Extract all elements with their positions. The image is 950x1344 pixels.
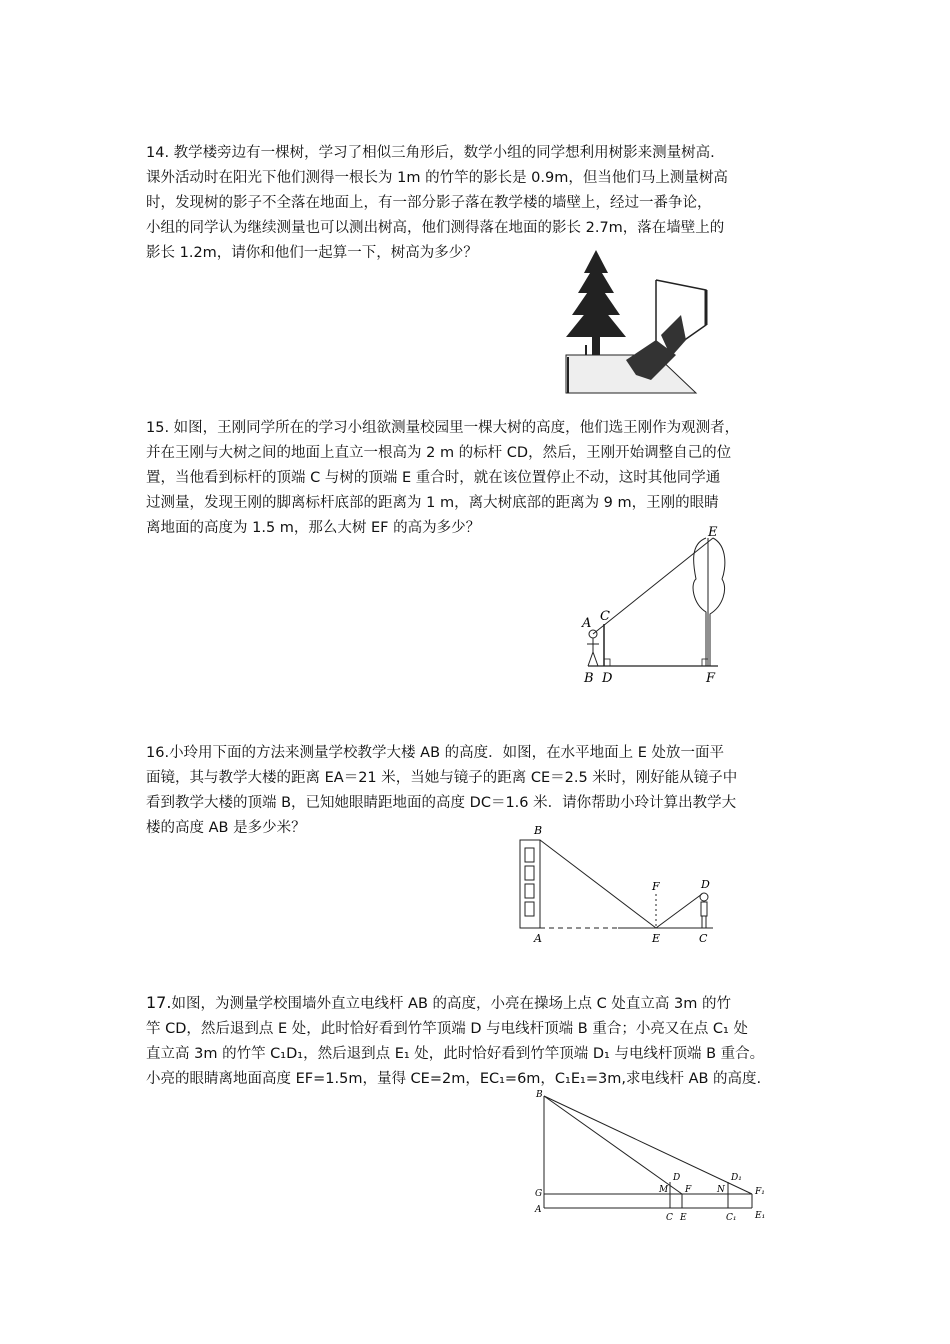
q17-label-C1: C₁ xyxy=(726,1213,737,1223)
q17-label-E: E xyxy=(680,1213,687,1223)
q17-line-3: 直立高 3m 的竹竿 C₁D₁，然后退到点 E₁ 处，此时恰好看到竹竿顶端 D₁ 与电线杆顶端 B 重合。 xyxy=(146,1046,765,1062)
q17-label-F: F xyxy=(685,1185,692,1195)
q17-number: 17. xyxy=(146,993,172,1012)
q16-label-C: C xyxy=(699,932,708,945)
pole-figure xyxy=(530,1088,770,1224)
q16-label-F: F xyxy=(652,880,660,893)
q17-label-N: N xyxy=(717,1185,725,1195)
q14-line-3: 时，发现树的影子不全落在地面上，有一部分影子落在教学楼的墙壁上，经过一番争论， xyxy=(146,195,712,211)
q16-label-A: A xyxy=(534,932,542,945)
tree-height-figure xyxy=(578,524,738,686)
q16-label-B: B xyxy=(534,824,543,837)
q17-line-1: 17.如图，为测量学校围墙外直立电线杆 AB 的高度，小亮在操场上点 C 处直立高 3m 的竹 xyxy=(146,993,731,1012)
q15-label-F: F xyxy=(706,671,716,686)
q17-label-G: G xyxy=(535,1189,543,1199)
q15-line-5: 离地面的高度为 1.5 m，那么大树 EF 的高为多少？ xyxy=(146,520,481,536)
question-14 xyxy=(146,141,826,266)
q16-line-2: 面镜，其与教学大楼的距离 EA＝21 米，当她与镜子的距离 CE＝2.5 米时，刚好能从镜子中 xyxy=(146,770,738,786)
q17-line-2: 竿 CD，然后退到点 E 处，此时恰好看到竹竿顶端 D 与电线杆顶端 B 重合；小亮又在点 C₁ 处 xyxy=(146,1021,748,1037)
q16-line-1: 16.小玲用下面的方法来测量学校教学大楼 AB 的高度．如图，在水平地面上 E 处放一面平 xyxy=(146,745,725,761)
q17-label-D: D xyxy=(673,1173,681,1183)
mirror-figure xyxy=(518,822,728,946)
q15-number: 15. xyxy=(146,420,170,436)
q17-label-C: C xyxy=(666,1213,673,1223)
question-17 xyxy=(146,990,826,1092)
q15-label-E: E xyxy=(708,525,718,540)
q15-label-B: B xyxy=(584,671,594,686)
q14-line-4: 小组的同学认为继续测量也可以测出树高，他们测得落在地面的影长 2.7m，落在墙壁上的 xyxy=(146,220,725,236)
q14-line-1: 14. 教学楼旁边有一棵树，学习了相似三角形后，数学小组的同学想利用树影来测量树高. xyxy=(146,145,715,161)
q15-line-4: 过测量，发现王刚的脚离标杆底部的距离为 1 m，离大树底部的距离为 9 m，王刚的眼睛 xyxy=(146,495,719,511)
tree-shadow-figure xyxy=(556,245,716,395)
q15-label-C: C xyxy=(600,609,610,624)
q14-line-5: 影长 1.2m，请你和他们一起算一下，树高为多少？ xyxy=(146,245,478,261)
q15-line-1: 15. 如图，王刚同学所在的学习小组欲测量校园里一棵大树的高度，他们选王刚作为观测者， xyxy=(146,420,740,436)
q15-line-3: 置，当他看到标杆的顶端 C 与树的顶端 E 重合时，就在该位置停止不动，这时其他同学通 xyxy=(146,470,721,486)
q17-label-D1: D₁ xyxy=(731,1173,742,1183)
q16-label-E: E xyxy=(652,932,661,945)
q17-label-F1: F₁ xyxy=(755,1187,765,1197)
q15-label-D: D xyxy=(602,671,613,686)
q17-label-M: M xyxy=(659,1185,669,1195)
q17-label-A: A xyxy=(535,1205,542,1215)
q15-label-A: A xyxy=(582,616,592,631)
q14-line-2: 课外活动时在阳光下他们测得一根长为 1m 的竹竿的影长是 0.9m，但当他们马上测量树高 xyxy=(146,170,728,186)
q17-line-4: 小亮的眼睛离地面高度 EF=1.5m，量得 CE=2m，EC₁=6m，C₁E₁=3m,求电线杆 AB 的高度. xyxy=(146,1071,762,1087)
q15-line-2: 并在王刚与大树之间的地面上直立一根高为 2 m 的标杆 CD，然后，王刚开始调整自己的位 xyxy=(146,445,732,461)
q16-number: 16. xyxy=(146,745,170,761)
q17-label-E1: E₁ xyxy=(755,1211,766,1221)
q14-number: 14. xyxy=(146,145,170,161)
q16-line-4: 楼的高度 AB 是多少米？ xyxy=(146,820,306,836)
q17-label-B: B xyxy=(536,1090,543,1100)
q16-line-3: 看到教学大楼的顶端 B，已知她眼睛距地面的高度 DC＝1.6 米．请你帮助小玲计算出教学大 xyxy=(146,795,737,811)
question-15 xyxy=(146,416,826,541)
q16-label-D: D xyxy=(701,878,710,891)
